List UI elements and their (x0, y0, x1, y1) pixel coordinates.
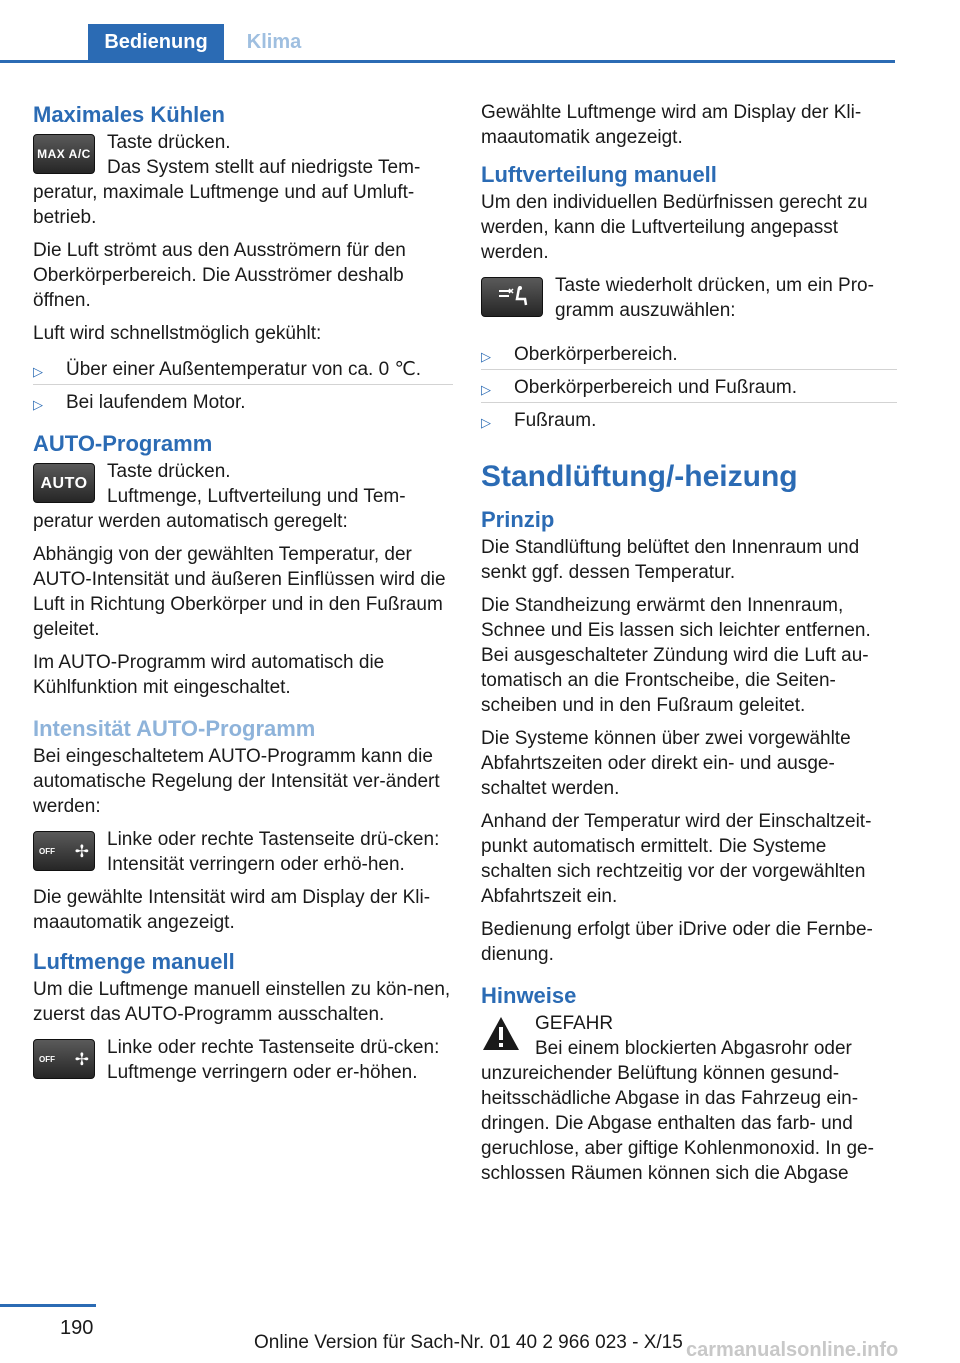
text: Die Luft strömt aus den Ausströmern für den Oberkörperbereich. Die Ausströmer deshalb öffnen. (33, 240, 406, 311)
heading-luftverteilung: Luftverteilung manuell (481, 162, 717, 187)
warning-block (481, 1011, 897, 1194)
max-ac-button-icon: MAX A/C (33, 134, 95, 174)
text: Luft wird schnellstmöglich gekühlt: (33, 323, 322, 344)
list-item: ▷ Bei laufendem Motor. (33, 384, 453, 417)
left-column (33, 100, 453, 1093)
tab-bedienung[interactable]: Bedienung (88, 24, 224, 60)
list-item: ▷ Über einer Außentemperatur von ca. 0 ℃. (33, 352, 453, 384)
text: Die Standheizung erwärmt den Innenraum, Schnee und Eis lassen sich leichter entfernen. Bei ausgeschalteter Zündung wird die Luft au-tomatisch an die Frontscheibe, die Seiten-scheiben und in den Fußraum geleitet. (481, 595, 871, 716)
text: Die gewählte Intensität wird am Display der Kli-maautomatik angezeigt. (33, 887, 431, 933)
fan-icon: ✢ (74, 1049, 89, 1069)
text: Luftmenge, Luftverteilung und Tem-peratur werden automatisch geregelt: (33, 486, 406, 532)
auto-button-icon: AUTO (33, 463, 95, 503)
header (0, 0, 895, 62)
distribution-list (481, 337, 897, 435)
text: Um den individuellen Bedürfnissen gerecht zu werden, kann die Luftverteilung angepasst werden. (481, 192, 868, 263)
text: Im AUTO-Programm wird automatisch die Kühlfunktion mit eingeschaltet. (33, 652, 385, 698)
heading-prinzip: Prinzip (481, 507, 555, 532)
auto-block (33, 459, 453, 542)
text: Das System stellt auf niedrigste Tem-peratur, maximale Luftmenge und auf Umluft-betrieb. (33, 157, 421, 228)
conditions-list (33, 352, 453, 417)
list-item: ▷ Fußraum. (481, 402, 897, 435)
distribution-block (481, 273, 897, 331)
warning-icon (481, 1015, 521, 1053)
seat-airflow-icon (495, 285, 529, 309)
triangle-bullet-icon: ▷ (481, 382, 491, 397)
page-number: 190 (60, 1317, 94, 1339)
text: Die Standlüftung belüftet den Innenraum und senkt ggf. dessen Temperatur. (481, 537, 860, 583)
max-ac-block (33, 130, 453, 238)
warning-label: GEFAHR (535, 1013, 614, 1034)
right-column (481, 100, 897, 1194)
text: Linke oder rechte Tastenseite drü-cken: Intensität verringern oder erhö-hen. (107, 829, 440, 875)
air-distribution-button-icon (481, 277, 543, 317)
fan-button-icon: OFF ✢ (33, 1039, 95, 1079)
text: Um die Luftmenge manuell einstellen zu kön-nen, zuerst das AUTO-Programm ausschalten. (33, 979, 451, 1025)
airflow-block (33, 1035, 453, 1093)
list-item: ▷ Oberkörperbereich und Fußraum. (481, 369, 897, 402)
text: Gewählte Luftmenge wird am Display der Kli-maautomatik angezeigt. (481, 102, 862, 148)
tab-klima[interactable]: Klima (246, 30, 302, 53)
list-item: ▷ Oberkörperbereich. (481, 337, 897, 369)
heading-hinweise: Hinweise (481, 983, 577, 1008)
text: Linke oder rechte Tastenseite drü-cken: Luftmenge verringern oder er-höhen. (107, 1037, 440, 1083)
footer-text: Online Version für Sach-Nr. 01 40 2 966 023 - X/15 (254, 1332, 683, 1353)
text: Bedienung erfolgt über iDrive oder die Fernbe-dienung. (481, 919, 873, 965)
text: Bei eingeschaltetem AUTO-Programm kann die automatische Regelung der Intensität ver-ändert werden: (33, 746, 440, 817)
text: Anhand der Temperatur wird der Einschaltzeit-punkt automatisch ermittelt. Die Systeme schalten sich rechtzeitig vor der vorgewählten Abfahrtszeit ein. (481, 811, 872, 907)
text: Die Systeme können über zwei vorgewählte Abfahrtszeiten oder direkt ein- und ausge-schaltet werden. (481, 728, 851, 799)
intensity-block (33, 827, 453, 885)
text: Taste drücken. (107, 461, 231, 482)
fan-icon: ✢ (74, 841, 89, 861)
triangle-bullet-icon: ▷ (481, 349, 491, 364)
text: Abhängig von der gewählten Temperatur, der AUTO-Intensität und äußeren Einflüssen wird die Luft in Richtung Oberkörper und in den Fußraum geleitet. (33, 544, 446, 640)
heading-auto-programm: AUTO-Programm (33, 431, 213, 456)
triangle-bullet-icon: ▷ (481, 415, 491, 430)
fan-button-icon: OFF ✢ (33, 831, 95, 871)
footer-rule (0, 1304, 96, 1307)
heading-luftmenge-manuell: Luftmenge manuell (33, 949, 235, 974)
heading-intensitaet: Intensität AUTO-Programm (33, 716, 316, 741)
triangle-bullet-icon: ▷ (33, 364, 43, 379)
heading-maximales-kuehlen: Maximales Kühlen (33, 102, 225, 127)
header-rule (0, 60, 895, 63)
text: Bei einem blockierten Abgasrohr oder unzureichender Belüftung können gesund-heitsschädliche Abgase in das Fahrzeug ein-dringen. Die Abgase enthalten das farb- und geruchlose, aber giftige Kohlenmonoxid. In ge-schlossen Räumen können sich die Abgase (481, 1038, 874, 1184)
triangle-bullet-icon: ▷ (33, 397, 43, 412)
heading-standlueftung: Standlüftung/-heizung (481, 460, 798, 493)
text: Taste drücken. (107, 132, 231, 153)
watermark: carmanualsonline.info (686, 1339, 899, 1361)
text: Taste wiederholt drücken, um ein Pro-gramm auszuwählen: (555, 275, 874, 321)
